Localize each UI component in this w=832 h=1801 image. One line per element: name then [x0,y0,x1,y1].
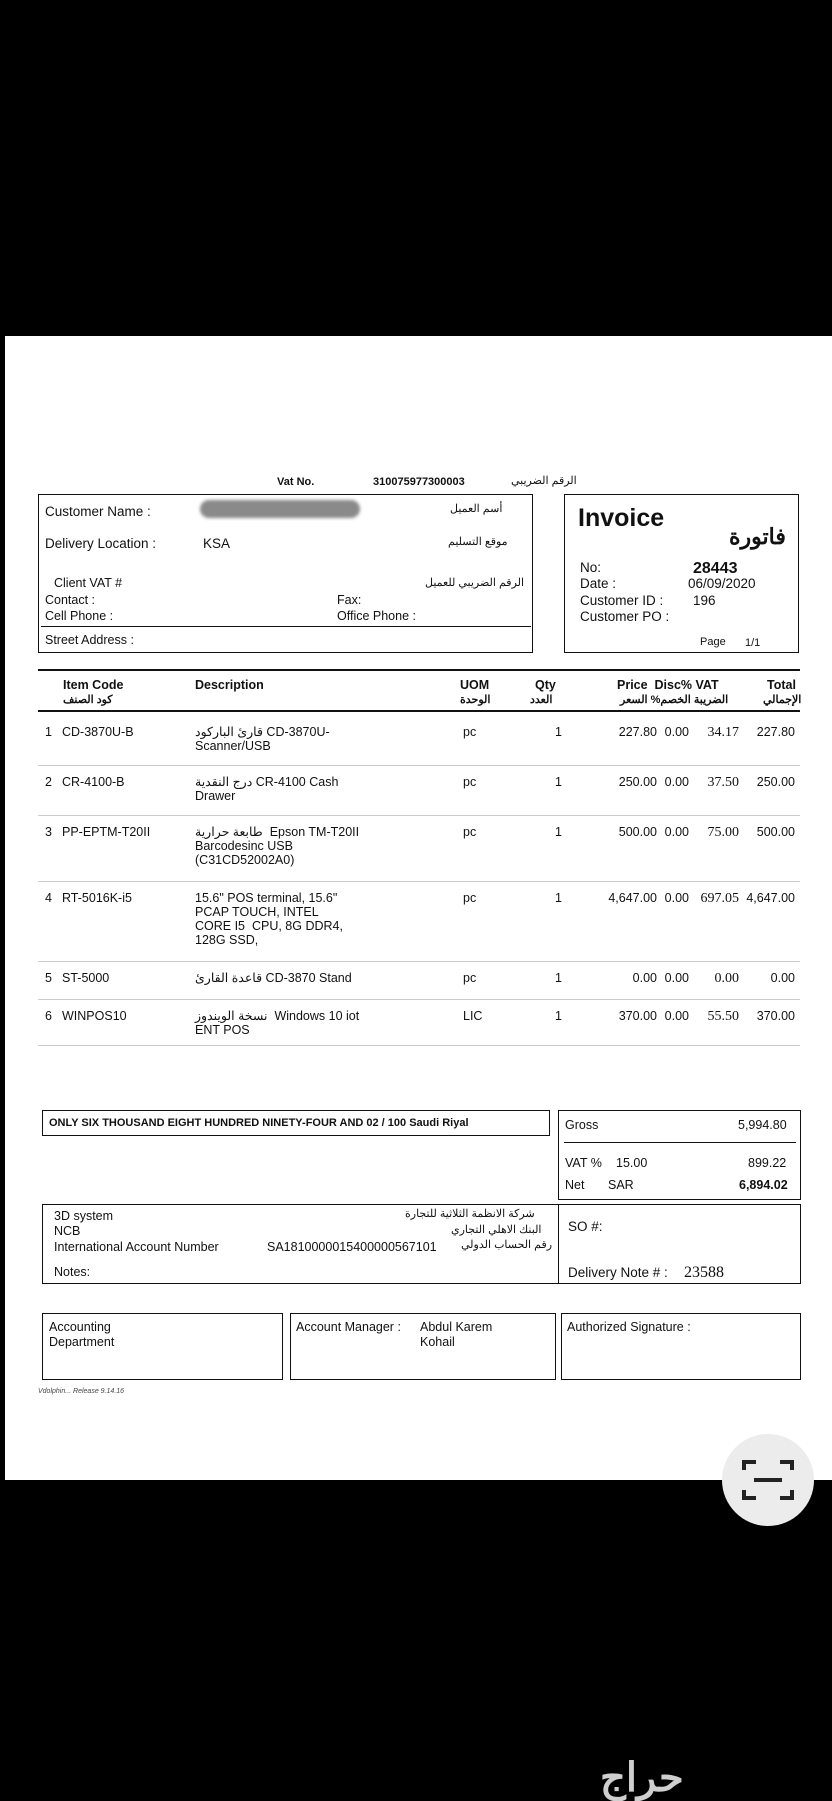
client-vat-label-ar: الرقم الضريبي للعميل [425,577,525,589]
customer-id-value: 196 [693,593,716,608]
invoice-no-label: No: [580,560,602,575]
fax-label: Fax: [337,593,362,607]
row-5-disc: 0.00 [664,971,689,985]
row-5-code: ST-5000 [62,971,110,985]
page-value: 1/1 [745,637,761,649]
iban-label-ar: رقم الحساب الدولي [461,1239,553,1251]
bank-name: NCB [54,1224,81,1238]
invoice-title-ar: فاتورة [729,524,786,549]
th-item-code: Item Code [63,678,124,692]
row-6-disc: 0.00 [664,1009,689,1023]
th-item-code-ar: كود الصنف [63,694,113,706]
customer-name-label: Customer Name : [45,504,151,519]
so-label: SO #: [568,1219,603,1234]
th-total: Total [767,678,796,692]
row-divider [38,1045,800,1046]
row-4-uom: pc [463,891,477,905]
row-4-price: 4,647.00 [608,891,657,905]
authorized-signature-label: Authorized Signature : [567,1320,691,1334]
iban-label: International Account Number [54,1240,219,1254]
notes-label: Notes: [54,1265,91,1279]
row-6-desc: نسخة الويندوز Windows 10 iot ENT POS [195,1009,360,1037]
row-1-disc: 0.00 [664,725,689,739]
vat-percent-label: VAT % [565,1156,602,1170]
page-label: Page [700,636,726,648]
row-1-total: 227.80 [756,725,795,739]
haraj-watermark: حراج [600,1756,684,1800]
row-6-price: 370.00 [618,1009,657,1023]
row-5-price: 0.00 [632,971,657,985]
row-5-vat: 0.00 [714,971,739,986]
th-price-disc-vat: Price Disc% VAT [617,678,719,692]
company-name: 3D system [54,1209,114,1223]
th-uom-ar: الوحدة [460,694,491,706]
invoice-paper [5,336,832,1480]
vat-label: Vat No. [277,476,315,488]
row-5-n: 5 [45,971,52,985]
row-divider [38,961,800,962]
company-name-ar: شركة الانظمة الثلاثية للتجارة [405,1208,535,1220]
contact-label: Contact : [45,593,96,607]
row-4-code: RT-5016K-i5 [62,891,132,905]
th-total-ar: الإجمالي [763,694,802,706]
row-2-total: 250.00 [756,775,795,789]
vat-rate: 15.00 [616,1156,648,1170]
account-manager-label: Account Manager : [296,1320,401,1334]
row-3-total: 500.00 [756,825,795,839]
th-description: Description [195,678,264,692]
row-6-uom: LIC [463,1009,483,1023]
account-manager-name: Abdul Karem Kohail [420,1320,493,1349]
row-1-price: 227.80 [618,725,657,739]
row-5-desc: قاعدة القارئ CD-3870 Stand [195,971,352,985]
row-5-qty: 1 [555,971,562,985]
scan-button[interactable] [722,1434,814,1526]
th-price-disc-vat-ar: الضريبة الخصم% السعر [620,694,729,706]
delivery-location-value: KSA [203,536,231,551]
street-divider [41,626,531,627]
net-label: Net [565,1178,585,1192]
iban-value: SA1810000015400000567101 [267,1240,437,1254]
delivery-location-label: Delivery Location : [45,536,157,551]
net-value: 6,894.02 [739,1178,788,1192]
vat-value: 899.22 [748,1156,787,1170]
table-header-rule [38,710,800,712]
vat-number: 310075977300003 [373,476,465,488]
th-uom: UOM [460,678,490,692]
row-2-qty: 1 [555,775,562,789]
row-2-uom: pc [463,775,477,789]
row-divider [38,815,800,816]
row-4-desc: 15.6" POS terminal, 15.6" PCAP TOUCH, INTEL CORE I5 CPU, 8G DDR4, 128G SSD, [195,891,343,947]
row-6-total: 370.00 [756,1009,795,1023]
row-6-qty: 1 [555,1009,562,1023]
bank-name-ar: البنك الاهلي التجاري [451,1224,542,1236]
office-phone-label: Office Phone : [337,609,416,623]
totals-divider [564,1142,796,1143]
row-3-vat: 75.00 [707,825,739,840]
row-1-code: CD-3870U-B [62,725,134,739]
row-4-n: 4 [45,891,52,905]
redacted-name [200,500,360,518]
net-currency: SAR [608,1178,634,1192]
row-4-disc: 0.00 [664,891,689,905]
row-2-disc: 0.00 [664,775,689,789]
gross-label: Gross [565,1118,599,1132]
bank-box-divider [558,1204,559,1284]
row-1-uom: pc [463,725,477,739]
customer-id-label: Customer ID : [580,593,664,608]
row-3-desc: طابعة حرارية Epson TM-T20II Barcodesinc USB (C31CD52002A0) [195,825,360,867]
row-6-code: WINPOS10 [62,1009,127,1023]
delivery-location-label-ar: موقع التسليم [448,536,508,548]
row-1-qty: 1 [555,725,562,739]
row-5-total: 0.00 [770,971,795,985]
accounting-department: Accounting Department [49,1320,115,1349]
row-4-total: 4,647.00 [746,891,795,905]
row-3-code: PP-EPTM-T20II [62,825,151,839]
row-2-code: CR-4100-B [62,775,125,789]
invoice-date-value: 06/09/2020 [688,576,756,591]
row-2-n: 2 [45,775,52,789]
invoice-no-value: 28443 [693,560,738,577]
amount-words: ONLY SIX THOUSAND EIGHT HUNDRED NINETY-FOUR AND 02 / 100 Saudi Riyal [49,1117,469,1129]
row-1-desc: قارئ الباركود CD-3870U- Scanner/USB [195,725,330,753]
client-vat-label: Client VAT # [54,576,123,590]
row-3-n: 3 [45,825,52,839]
row-4-qty: 1 [555,891,562,905]
row-1-n: 1 [45,725,52,739]
invoice-title: Invoice [578,504,665,532]
release-info: Vdolphin... Release 9.14.16 [38,1388,125,1395]
invoice-date-label: Date : [580,576,617,591]
row-2-vat: 37.50 [707,775,739,790]
row-6-vat: 55.50 [707,1009,739,1024]
row-3-disc: 0.00 [664,825,689,839]
th-qty: Qty [535,678,556,692]
gross-value: 5,994.80 [738,1118,787,1132]
row-3-uom: pc [463,825,477,839]
cell-phone-label: Cell Phone : [45,609,114,623]
street-address-label: Street Address : [45,633,134,647]
row-3-price: 500.00 [618,825,657,839]
table-top-rule [38,669,800,671]
customer-name-label-ar: أسم العميل [450,503,503,515]
row-4-vat: 697.05 [700,891,739,906]
row-2-price: 250.00 [618,775,657,789]
row-1-vat: 34.17 [707,725,739,740]
customer-po-label: Customer PO : [580,609,670,624]
row-divider [38,999,800,1000]
row-5-uom: pc [463,971,477,985]
delivery-note-label: Delivery Note # : [568,1265,668,1280]
vat-label-ar: الرقم الضريبي [511,475,577,487]
row-divider [38,881,800,882]
row-divider [38,765,800,766]
th-qty-ar: العدد [530,694,553,706]
row-6-n: 6 [45,1009,52,1023]
delivery-note-value: 23588 [684,1264,724,1281]
scan-icon [722,1434,814,1526]
row-3-qty: 1 [555,825,562,839]
row-2-desc: درج النقدية CR-4100 Cash Drawer [195,775,339,803]
